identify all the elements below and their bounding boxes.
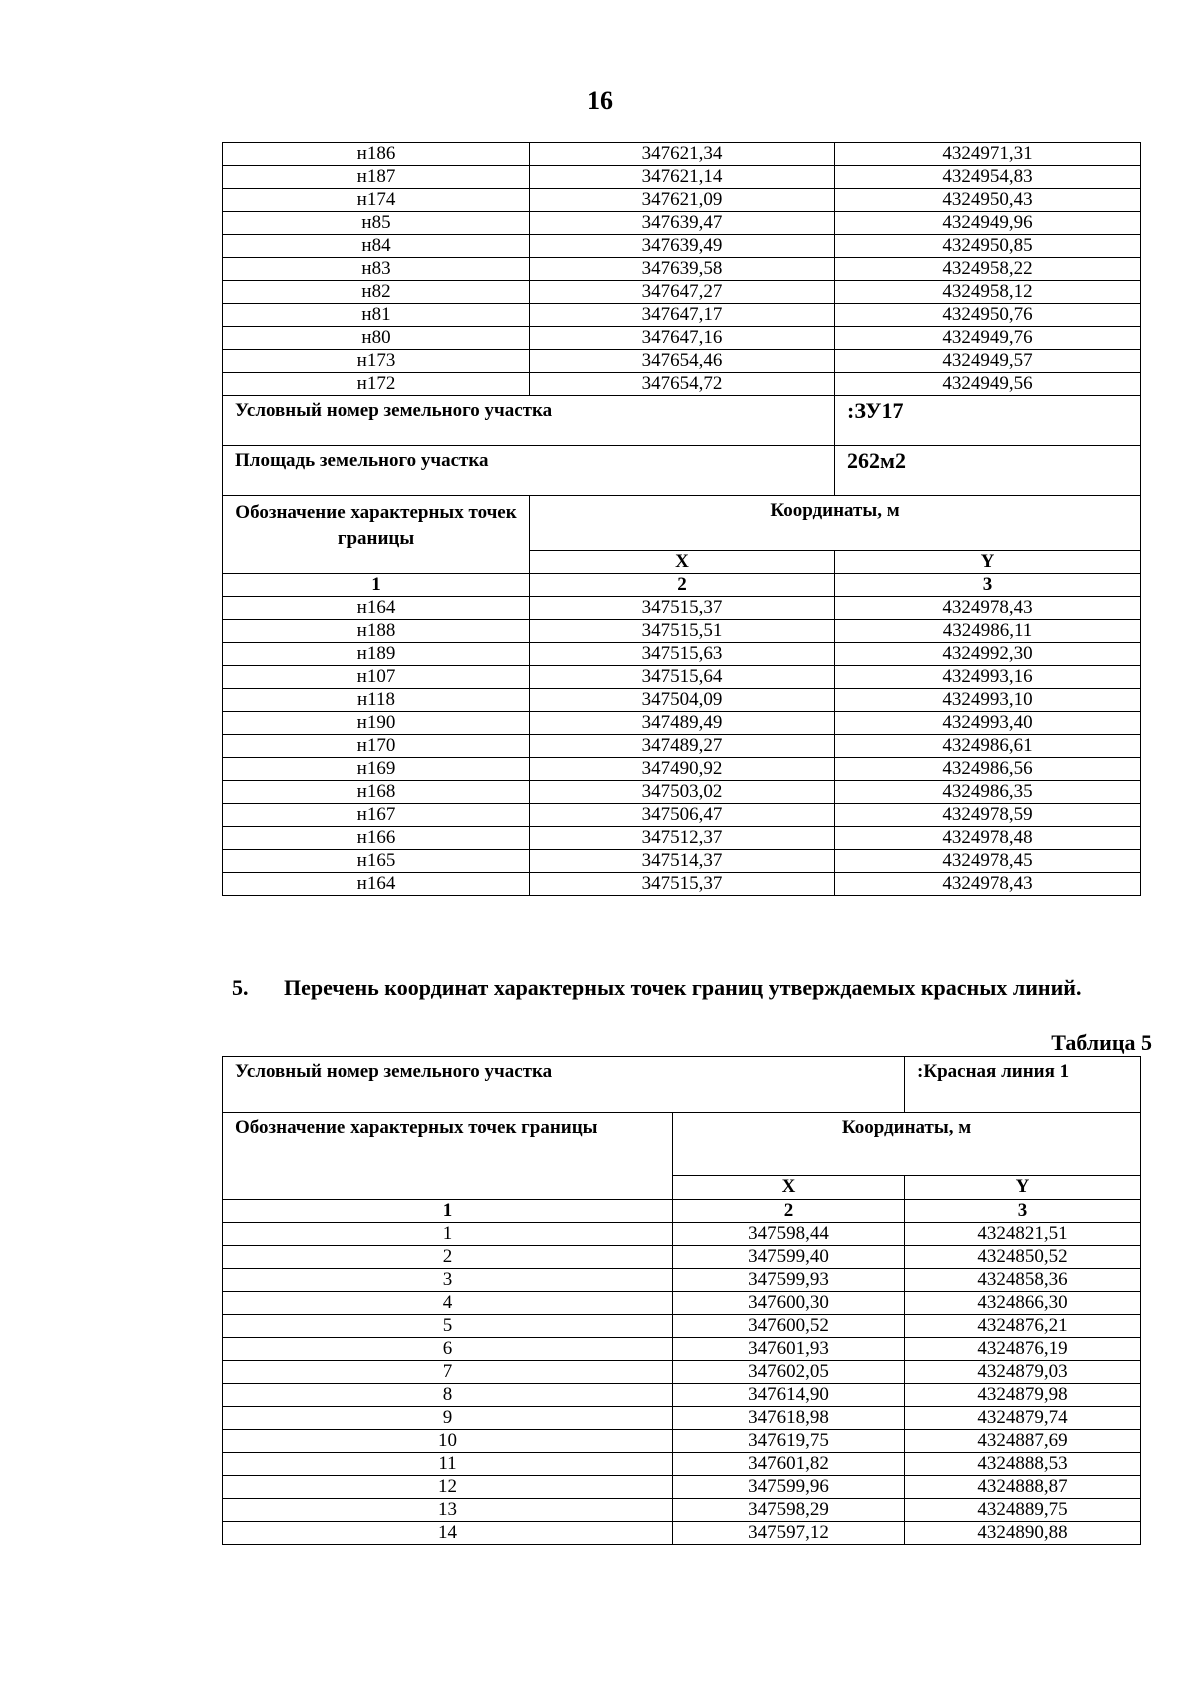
point-cell: н188 xyxy=(223,620,530,643)
x-coordinate-cell: 347597,12 xyxy=(673,1522,905,1545)
parcel-number-value: :ЗУ17 xyxy=(835,396,1141,446)
red-line-number-row xyxy=(223,1057,1141,1113)
x-coordinate-cell: 347619,75 xyxy=(673,1430,905,1453)
y-coordinate-cell: 4324866,30 xyxy=(905,1292,1141,1315)
table-row xyxy=(223,327,1141,350)
point-cell: н82 xyxy=(223,281,530,304)
x-coordinate-cell: 347504,09 xyxy=(530,689,835,712)
x-coordinate-cell: 347514,37 xyxy=(530,850,835,873)
continued-rows xyxy=(223,143,1141,396)
point-cell: н186 xyxy=(223,143,530,166)
table-row xyxy=(223,1453,1141,1476)
point-cell: н81 xyxy=(223,304,530,327)
y-coordinate-cell: 4324949,57 xyxy=(835,350,1141,373)
x-coordinate-cell: 347647,16 xyxy=(530,327,835,350)
red-line-column-number-1: 1 xyxy=(223,1200,673,1223)
table-5-caption: Таблица 5 xyxy=(1051,1030,1152,1055)
y-coordinate-cell: 4324876,21 xyxy=(905,1315,1141,1338)
y-coordinate-cell: 4324986,11 xyxy=(835,620,1141,643)
x-coordinate-cell: 347654,46 xyxy=(530,350,835,373)
parcel-header xyxy=(223,396,1141,597)
table-row xyxy=(223,304,1141,327)
x-coordinate-cell: 347601,82 xyxy=(673,1453,905,1476)
column-numbers-row xyxy=(223,574,1141,597)
zu17-rows xyxy=(223,597,1141,896)
y-coordinate-cell: 4324950,43 xyxy=(835,189,1141,212)
red-line-x-column-header: X xyxy=(673,1175,905,1199)
y-coordinate-cell: 4324949,76 xyxy=(835,327,1141,350)
y-coordinate-cell: 4324889,75 xyxy=(905,1499,1141,1522)
x-coordinate-cell: 347506,47 xyxy=(530,804,835,827)
y-coordinate-cell: 4324949,96 xyxy=(835,212,1141,235)
y-coordinate-cell: 4324950,76 xyxy=(835,304,1141,327)
y-coordinate-cell: 4324986,61 xyxy=(835,735,1141,758)
y-coordinate-cell: 4324993,16 xyxy=(835,666,1141,689)
x-coordinate-cell: 347647,27 xyxy=(530,281,835,304)
y-coordinate-cell: 4324978,43 xyxy=(835,873,1141,896)
x-coordinate-cell: 347621,09 xyxy=(530,189,835,212)
x-coordinate-cell: 347618,98 xyxy=(673,1407,905,1430)
parcel-area-value: 262м2 xyxy=(835,446,1141,496)
table-row xyxy=(223,166,1141,189)
y-coordinate-cell: 4324958,12 xyxy=(835,281,1141,304)
table-row xyxy=(223,643,1141,666)
x-coordinate-cell: 347598,29 xyxy=(673,1499,905,1522)
section-number: 5. xyxy=(232,975,249,1000)
coordinates-table-zu17 xyxy=(222,142,1141,896)
x-coordinate-cell: 347599,96 xyxy=(673,1476,905,1499)
point-cell: н84 xyxy=(223,235,530,258)
point-cell: н164 xyxy=(223,597,530,620)
x-coordinate-cell: 347515,64 xyxy=(530,666,835,689)
y-coordinate-cell: 4324978,43 xyxy=(835,597,1141,620)
parcel-number-label: Условный номер земельного участка xyxy=(223,396,835,446)
table-row xyxy=(223,735,1141,758)
x-coordinate-cell: 347621,34 xyxy=(530,143,835,166)
point-cell: 3 xyxy=(223,1269,673,1292)
table-row xyxy=(223,235,1141,258)
table-row xyxy=(223,1522,1141,1545)
point-cell: 7 xyxy=(223,1361,673,1384)
point-cell: 14 xyxy=(223,1522,673,1545)
x-coordinate-cell: 347600,52 xyxy=(673,1315,905,1338)
table-row xyxy=(223,804,1141,827)
y-coordinate-cell: 4324879,98 xyxy=(905,1384,1141,1407)
x-coordinate-cell: 347639,47 xyxy=(530,212,835,235)
table-row xyxy=(223,1384,1141,1407)
column-number-1: 1 xyxy=(223,574,530,597)
x-coordinate-cell: 347601,93 xyxy=(673,1338,905,1361)
y-coordinate-cell: 4324950,85 xyxy=(835,235,1141,258)
table-row xyxy=(223,781,1141,804)
x-coordinate-cell: 347602,05 xyxy=(673,1361,905,1384)
x-coordinate-cell: 347490,92 xyxy=(530,758,835,781)
point-cell: н169 xyxy=(223,758,530,781)
red-line-column-number-2: 2 xyxy=(673,1200,905,1223)
table-row xyxy=(223,1361,1141,1384)
red-line-coordinates-column-header: Координаты, м xyxy=(673,1113,1141,1176)
red-line-y-column-header: Y xyxy=(905,1175,1141,1199)
y-coordinate-cell: 4324978,59 xyxy=(835,804,1141,827)
point-cell: н166 xyxy=(223,827,530,850)
point-cell: 8 xyxy=(223,1384,673,1407)
point-cell: 10 xyxy=(223,1430,673,1453)
table-row xyxy=(223,1338,1141,1361)
y-coordinate-cell: 4324850,52 xyxy=(905,1246,1141,1269)
table-row xyxy=(223,873,1141,896)
table-row xyxy=(223,1315,1141,1338)
table-row xyxy=(223,850,1141,873)
page-number: 16 xyxy=(587,86,613,115)
table-row xyxy=(223,1269,1141,1292)
point-cell: н118 xyxy=(223,689,530,712)
point-cell: н167 xyxy=(223,804,530,827)
y-coordinate-cell: 4324821,51 xyxy=(905,1223,1141,1246)
table-row xyxy=(223,143,1141,166)
y-column-header: Y xyxy=(835,551,1141,574)
table-row xyxy=(223,620,1141,643)
table-row xyxy=(223,373,1141,396)
y-coordinate-cell: 4324993,10 xyxy=(835,689,1141,712)
x-coordinate-cell: 347599,40 xyxy=(673,1246,905,1269)
column-number-3: 3 xyxy=(835,574,1141,597)
y-coordinate-cell: 4324978,45 xyxy=(835,850,1141,873)
y-coordinate-cell: 4324888,53 xyxy=(905,1453,1141,1476)
coordinates-column-header: Координаты, м xyxy=(530,496,1141,551)
point-cell: 12 xyxy=(223,1476,673,1499)
point-cell: н170 xyxy=(223,735,530,758)
table-row xyxy=(223,1499,1141,1522)
columns-header-row xyxy=(223,496,1141,551)
table-row xyxy=(223,1292,1141,1315)
x-coordinate-cell: 347647,17 xyxy=(530,304,835,327)
y-coordinate-cell: 4324890,88 xyxy=(905,1522,1141,1545)
table-row xyxy=(223,666,1141,689)
x-coordinate-cell: 347515,37 xyxy=(530,873,835,896)
y-coordinate-cell: 4324879,03 xyxy=(905,1361,1141,1384)
table-row xyxy=(223,281,1141,304)
table-row xyxy=(223,258,1141,281)
x-coordinate-cell: 347515,51 xyxy=(530,620,835,643)
table-row xyxy=(223,1223,1141,1246)
y-coordinate-cell: 4324954,83 xyxy=(835,166,1141,189)
section-title: Перечень координат характерных точек границ утверждаемых красных линий. xyxy=(284,975,1082,1000)
point-cell: н190 xyxy=(223,712,530,735)
y-coordinate-cell: 4324949,56 xyxy=(835,373,1141,396)
red-line-number-label: Условный номер земельного участка xyxy=(223,1057,905,1113)
x-coordinate-cell: 347512,37 xyxy=(530,827,835,850)
red-line-number-value: :Красная линия 1 xyxy=(905,1057,1141,1113)
table-row xyxy=(223,1407,1141,1430)
parcel-area-label: Площадь земельного участка xyxy=(223,446,835,496)
y-coordinate-cell: 4324958,22 xyxy=(835,258,1141,281)
table-row xyxy=(223,827,1141,850)
red-line-rows xyxy=(223,1223,1141,1545)
column-number-2: 2 xyxy=(530,574,835,597)
y-coordinate-cell: 4324992,30 xyxy=(835,643,1141,666)
red-line-columns-header-row xyxy=(223,1113,1141,1176)
point-cell: 1 xyxy=(223,1223,673,1246)
point-cell: н83 xyxy=(223,258,530,281)
x-coordinate-cell: 347503,02 xyxy=(530,781,835,804)
point-cell: н173 xyxy=(223,350,530,373)
red-line-column-numbers-row xyxy=(223,1200,1141,1223)
x-coordinate-cell: 347600,30 xyxy=(673,1292,905,1315)
parcel-area-row xyxy=(223,446,1141,496)
table-row xyxy=(223,597,1141,620)
table-row xyxy=(223,1476,1141,1499)
table-row xyxy=(223,350,1141,373)
y-coordinate-cell: 4324986,35 xyxy=(835,781,1141,804)
y-coordinate-cell: 4324887,69 xyxy=(905,1430,1141,1453)
table-row xyxy=(223,1430,1141,1453)
point-cell: 2 xyxy=(223,1246,673,1269)
table-row xyxy=(223,689,1141,712)
x-coordinate-cell: 347614,90 xyxy=(673,1384,905,1407)
x-coordinate-cell: 347515,63 xyxy=(530,643,835,666)
x-coordinate-cell: 347639,58 xyxy=(530,258,835,281)
y-coordinate-cell: 4324888,87 xyxy=(905,1476,1141,1499)
x-coordinate-cell: 347621,14 xyxy=(530,166,835,189)
red-line-column-number-3: 3 xyxy=(905,1200,1141,1223)
point-cell: н172 xyxy=(223,373,530,396)
y-coordinate-cell: 4324858,36 xyxy=(905,1269,1141,1292)
table-row xyxy=(223,1246,1141,1269)
point-cell: 4 xyxy=(223,1292,673,1315)
point-cell: 5 xyxy=(223,1315,673,1338)
point-cell: н189 xyxy=(223,643,530,666)
table-row xyxy=(223,712,1141,735)
point-cell: н80 xyxy=(223,327,530,350)
section-5-heading xyxy=(232,974,1112,1001)
points-column-header: Обозначение характерных точек границы xyxy=(223,496,530,574)
x-coordinate-cell: 347599,93 xyxy=(673,1269,905,1292)
x-column-header: X xyxy=(530,551,835,574)
x-coordinate-cell: 347598,44 xyxy=(673,1223,905,1246)
point-cell: 13 xyxy=(223,1499,673,1522)
point-cell: 9 xyxy=(223,1407,673,1430)
point-cell: 11 xyxy=(223,1453,673,1476)
point-cell: н85 xyxy=(223,212,530,235)
point-cell: н165 xyxy=(223,850,530,873)
x-coordinate-cell: 347489,27 xyxy=(530,735,835,758)
y-coordinate-cell: 4324986,56 xyxy=(835,758,1141,781)
coordinates-table-red-line xyxy=(222,1056,1141,1545)
x-coordinate-cell: 347515,37 xyxy=(530,597,835,620)
point-cell: н107 xyxy=(223,666,530,689)
table-row xyxy=(223,758,1141,781)
point-cell: н168 xyxy=(223,781,530,804)
point-cell: н164 xyxy=(223,873,530,896)
x-coordinate-cell: 347654,72 xyxy=(530,373,835,396)
y-coordinate-cell: 4324971,31 xyxy=(835,143,1141,166)
parcel-number-row xyxy=(223,396,1141,446)
red-line-header xyxy=(223,1057,1141,1223)
y-coordinate-cell: 4324879,74 xyxy=(905,1407,1141,1430)
x-coordinate-cell: 347489,49 xyxy=(530,712,835,735)
point-cell: н187 xyxy=(223,166,530,189)
table-row xyxy=(223,189,1141,212)
red-line-points-column-header: Обозначение характерных точек границы xyxy=(223,1113,673,1200)
y-coordinate-cell: 4324993,40 xyxy=(835,712,1141,735)
table-row xyxy=(223,212,1141,235)
point-cell: н174 xyxy=(223,189,530,212)
y-coordinate-cell: 4324876,19 xyxy=(905,1338,1141,1361)
point-cell: 6 xyxy=(223,1338,673,1361)
x-coordinate-cell: 347639,49 xyxy=(530,235,835,258)
y-coordinate-cell: 4324978,48 xyxy=(835,827,1141,850)
